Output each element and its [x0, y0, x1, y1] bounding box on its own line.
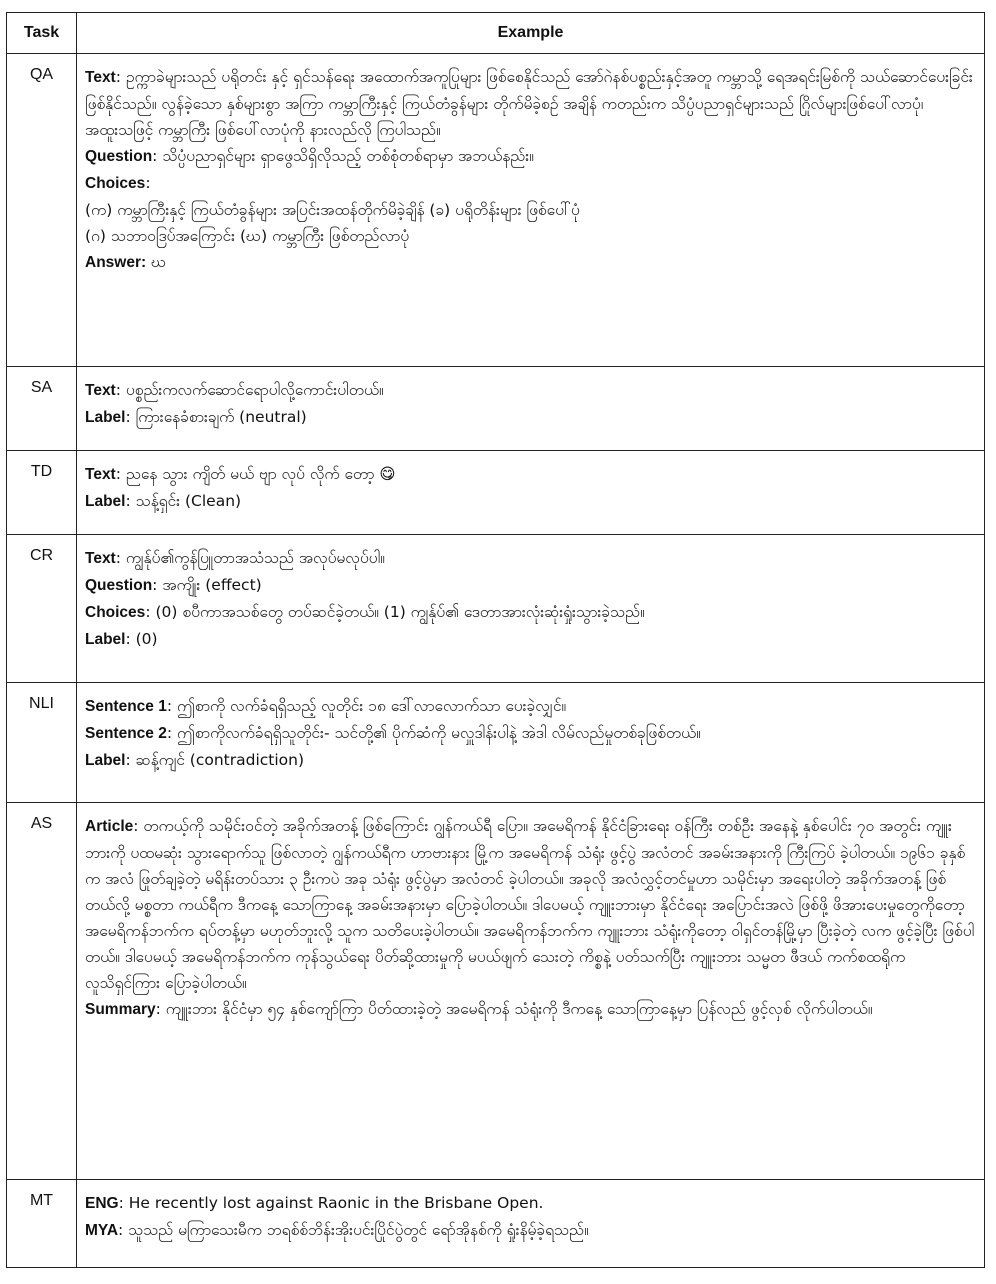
example-cell	[77, 803, 985, 1180]
field-value: : He recently lost against Raonic in the Brisbane Open.	[118, 1194, 544, 1212]
field-value: :	[145, 174, 151, 192]
field-label: Article	[85, 818, 134, 835]
field-label: Answer:	[85, 254, 147, 271]
task-cell: SA	[7, 367, 77, 451]
example-cell	[77, 535, 985, 683]
field-value: : ကျူးဘား နိုင်ငံမှာ ၅၄ နှစ်ကျော်ကြာ ပိတ်ထားခဲ့တဲ့ အမေရိကန် သံရုံးကို ဒီကနေ့ သောကြာနေ့မှာ ပြန်လည် ဖွင့်လှစ် လိုက်ပါတယ်။	[155, 1000, 873, 1018]
field-label: Text	[85, 382, 116, 399]
field-label: Text	[85, 466, 116, 483]
task-cell: NLI	[7, 683, 77, 803]
task-cell: TD	[7, 451, 77, 535]
table-row-qa	[7, 54, 985, 367]
example-cell	[77, 683, 985, 803]
field-value: ဃ	[146, 253, 167, 271]
field-value: : (0)	[125, 630, 158, 648]
field-label: Label	[85, 752, 126, 769]
field-value: : သန့်ရှင်း (Clean)	[125, 492, 242, 510]
example-cell	[77, 1180, 985, 1268]
table-row-as	[7, 803, 985, 1180]
task-cell: AS	[7, 803, 77, 1180]
field-label: Summary	[85, 1001, 156, 1018]
task-cell: CR	[7, 535, 77, 683]
table-row-td	[7, 451, 985, 535]
example-cell	[77, 367, 985, 451]
header-example: Example	[77, 13, 985, 54]
field-value: : ကြားနေခံစားချက် (neutral)	[125, 408, 307, 426]
field-label: Question	[85, 577, 153, 594]
table-row-mt	[7, 1180, 985, 1268]
header-task: Task	[7, 13, 77, 54]
field-label: Label	[85, 409, 126, 426]
field-label: ENG	[85, 1195, 119, 1212]
field-label: Text	[85, 69, 116, 86]
example-cell	[77, 54, 985, 367]
table-row-cr	[7, 535, 985, 683]
field-value: : ကျွန်ုပ်၏ကွန်ပြူတာအသံသည် အလုပ်မလုပ်ပါ။	[115, 549, 385, 567]
choice-line: (က) ကမ္ဘာကြီးနှင့် ကြယ်တံခွန်များ အပြင်းအထန်တိုက်မိခဲ့ချိန် (ခ) ပရိုတိန်းများ ဖြစ်ပေါ်ပုံ	[85, 201, 580, 219]
field-value: : (0) စပီကာအသစ်တွေ တပ်ဆင်ခဲ့တယ်။ (1) ကျွန်ုပ်၏ ဒေတာအားလုံးဆုံးရှုံးသွားခဲ့သည်။	[145, 603, 645, 621]
table-row-nli	[7, 683, 985, 803]
field-value: : ဤစာကိုလက်ခံရရှိသူတိုင်း- သင်တို့၏ ပိုက်ဆံကို မလှူဒါန်းပါနဲ့ အဲဒါ လိမ်လည်မှုတစ်ခုဖြစ်တယ်။	[166, 724, 701, 742]
task-cell: MT	[7, 1180, 77, 1268]
field-label: Question	[85, 148, 153, 165]
field-label: Choices	[85, 175, 146, 192]
field-value: : ဤစာကို လက်ခံရရှိသည့် လူတိုင်း ၁၈ ဒေါ်လာလောက်သာ ပေးခဲ့လျှင်။	[166, 697, 567, 715]
field-label: Choices	[85, 604, 146, 621]
task-cell: QA	[7, 54, 77, 367]
field-label: Sentence 1	[85, 698, 167, 715]
field-value: : ညနေ သွား ကျိတ် မယ် ဗျာ လုပ် လိုက် တော့ 😋	[115, 465, 396, 483]
field-value: : ဥက္ကာခဲများသည် ပရိုတင်း နှင့် ရှင်သန်ရေး အထောက်အကူပြုများ ဖြစ်စေနိုင်သည် အော်ဂဲနစ်ပစ္စည်းနှင့်အတူ ကမ္ဘာသို့ ရေအရင်းမြစ်ကို သယ်ဆောင်ပေးခြင်း ဖြစ်နိုင်သည်။ လွန်ခဲ့သော နှစ်များစွာ အကြာ ကမ္ဘာကြီးနှင့် ကြယ်တံခွန်များ တိုက်မိခဲ့စဉ် အချိန် ကတည်းက သိပ္ပံပညာရှင်များသည် ဂြိုလ်များဖြစ်ပေါ်လာပုံ၊ အထူးသဖြင့် ကမ္ဘာကြီး ဖြစ်ပေါ်လာပုံကို နားလည်လို ကြပါသည်။	[85, 68, 973, 139]
choice-line: (ဂ) သဘာဝဒြပ်အကြောင်း (ဃ) ကမ္ဘာကြီး ဖြစ်တည်လာပုံ	[85, 227, 410, 245]
field-label: Text	[85, 550, 116, 567]
field-value: : သူသည် မကြာသေးမီက ဘရစ်စ်ဘိန်းအိုးပင်းပြိုင်ပွဲတွင် ရော်အိုနစ်ကို ရှုံးနိမ့်ခဲ့ရသည်။	[118, 1221, 589, 1239]
table-row-sa	[7, 367, 985, 451]
field-value: : သိပ္ပံပညာရှင်များ ရှာဖွေသိရှိလိုသည့် တစ်စုံတစ်ရာမှာ အဘယ်နည်း။	[152, 147, 534, 165]
task-examples-table	[6, 12, 985, 1268]
field-label: Sentence 2	[85, 725, 167, 742]
field-value: : အကျိုး (effect)	[152, 576, 262, 594]
field-value: : ပစ္စည်းကလက်ဆောင်ရောပါလို့ကောင်းပါတယ်။	[115, 381, 384, 399]
field-value: : တကယ့်ကို သမိုင်းဝင်တဲ့ အခိုက်အတန့် ဖြစ်ကြောင်း ဂျွန်ကယ်ရီ ပြော။ အမေရိကန် နိုင်ငံခြားရေး ဝန်ကြီး တစ်ဦး အနေနဲ့ နှစ်ပေါင်း ၇၀ အတွင်း ကျူးဘားကို ပထမဆုံး သွားရောက်သူ ဖြစ်လာတဲ့ ဂျွန်ကယ်ရီက ဟာဗားနား မြို့က အမေရိကန် သံရုံး ဖွင့်ပွဲ အလံတင် အခမ်းအနားကို ကြီးကြပ် ခဲ့ပါတယ်။ ၁၉၆၁ ခုနှစ်က အလံ ဖြုတ်ချခဲ့တဲ့ မရိန်းတပ်သား ၃ ဦးကပဲ အခု သံရုံး ဖွင့်ပွဲမှာ အလံတင် ခဲ့ပါတယ်။ အခုလို အလံလွှင့်တင်မှုဟာ သမိုင်းမှာ အရေးပါတဲ့ အခိုက်အတန့် ဖြစ်တယ်လို့ မစ္စတာ ကယ်ရီက ဒီကနေ့ သောကြာနေ့ အခမ်းအနားမှာ ပြောခဲ့ပါတယ်။ ဒါပေမယ့် ကျူးဘားမှာ နိုင်ငံရေး အပြောင်းအလဲ ဖြစ်ဖို့ ဖိအားပေးမှုတွေကိုတော့ အမေရိကန်ဘက်က ရပ်တန့်မှာ မဟုတ်ဘူးလို့ သူက သတိပေးခဲ့ပါတယ်။ အမေရိကန်ဘက်က ကျူးဘား သံရုံးကိုတော့ ဝါရှင်တန်မြို့မှာ ပြီးခဲ့တဲ့ လက ဖွင့်ခဲ့ပြီး ဖြစ်ပါတယ်။ ဒါပေမယ့် အမေရိကန်ဘက်က ကုန်သွယ်ရေး ပိတ်ဆို့ထားမှုကို မပယ်ဖျက် သေးတဲ့ ကိစ္စနဲ့ ပတ်သက်ပြီး ကျူးဘား သမ္မတ ဖီဒယ် ကက်စထရိုက လူသိရှင်ကြား ပြောခဲ့ပါတယ်။	[85, 817, 975, 992]
field-label: Label	[85, 493, 126, 510]
field-label: MYA	[85, 1222, 119, 1239]
example-cell	[77, 451, 985, 535]
field-label: Label	[85, 631, 126, 648]
field-value: : ဆန့်ကျင် (contradiction)	[125, 751, 305, 769]
header-row	[7, 13, 985, 54]
